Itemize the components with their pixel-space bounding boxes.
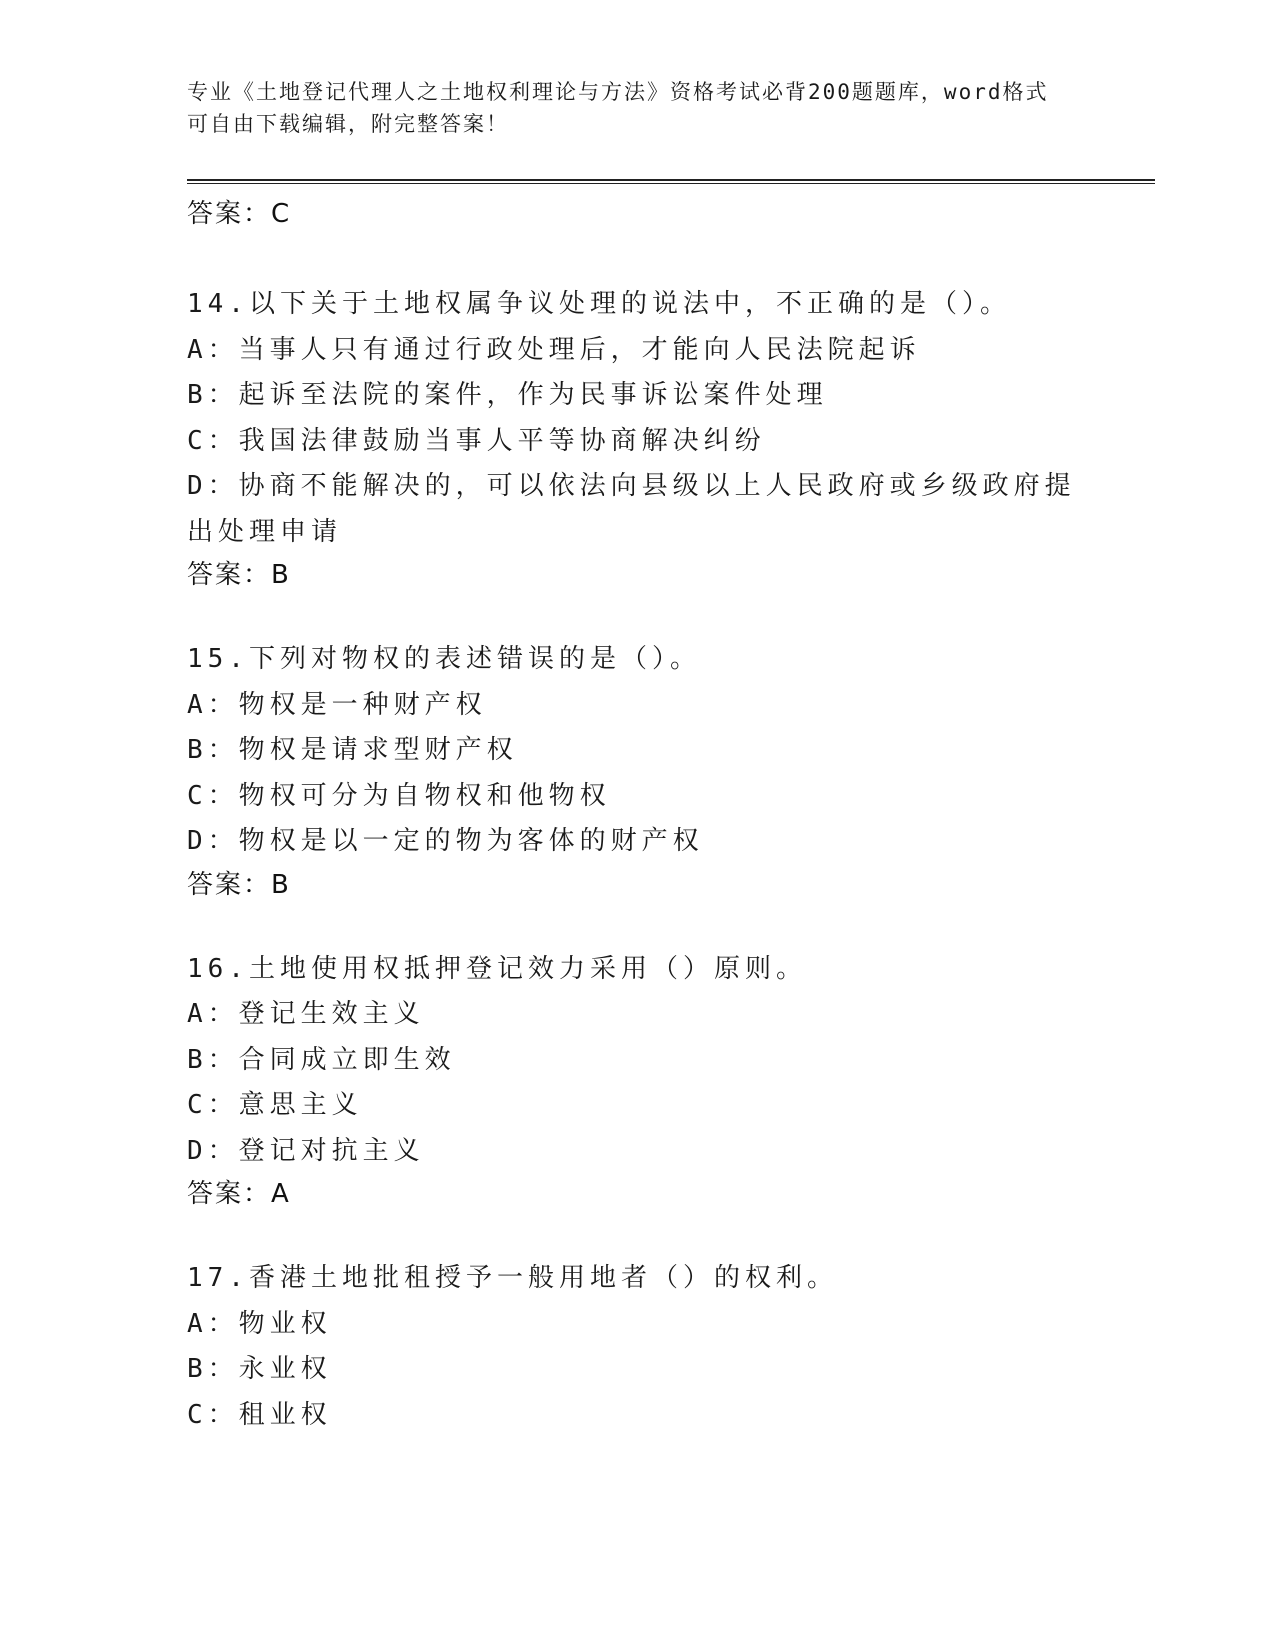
answer-line: 答案：C: [187, 199, 292, 229]
question-15: [187, 637, 1167, 905]
option-a: A：物业权: [187, 1308, 332, 1339]
option-d: D：物权是以一定的物为客体的财产权: [187, 826, 704, 856]
option-c: C：我国法律鼓励当事人平等协商解决纠纷: [187, 425, 766, 456]
answer-line: 答案：A: [187, 1179, 291, 1209]
option-b: B：物权是请求型财产权: [187, 735, 518, 765]
option-b: B：永业权: [187, 1354, 332, 1384]
previous-answer-block: [187, 194, 291, 234]
option-c: C：意思主义: [187, 1090, 363, 1120]
option-c: C：物权可分为自物权和他物权: [187, 780, 611, 811]
question-stem: 14.以下关于土地权属争议处理的说法中，不正确的是（）。: [187, 289, 1011, 319]
question-16: [187, 947, 1167, 1215]
header-divider: [187, 179, 1155, 184]
question-stem: 17.香港土地批租授予一般用地者（）的权利。: [187, 1263, 838, 1293]
question-17: [187, 1256, 1167, 1438]
question-stem: 15.下列对物权的表述错误的是（）。: [187, 644, 701, 674]
option-d: D：登记对抗主义: [187, 1135, 425, 1166]
option-a: A：物权是一种财产权: [187, 689, 487, 720]
option-a: A：登记生效主义: [187, 999, 425, 1029]
question-14: [187, 282, 1167, 595]
option-c: C：租业权: [187, 1399, 332, 1430]
document-header: 专业《土地登记代理人之土地权利理论与方法》资格考试必背200题题库，word格式可自由下载编辑，附完整答案！: [187, 80, 1049, 136]
answer-line: 答案：B: [187, 560, 291, 590]
option-b: B：合同成立即生效: [187, 1044, 456, 1075]
option-d: D：协商不能解决的，可以依法向县级以上人民政府或乡级政府提出处理申请: [187, 471, 1076, 547]
question-list: [187, 282, 1167, 1480]
option-b: B：起诉至法院的案件，作为民事诉讼案件处理: [187, 380, 828, 410]
option-a: A：当事人只有通过行政处理后，才能向人民法院起诉: [187, 334, 921, 365]
question-stem: 16.土地使用权抵押登记效力采用（）原则。: [187, 953, 807, 984]
answer-line: 答案：B: [187, 869, 291, 900]
